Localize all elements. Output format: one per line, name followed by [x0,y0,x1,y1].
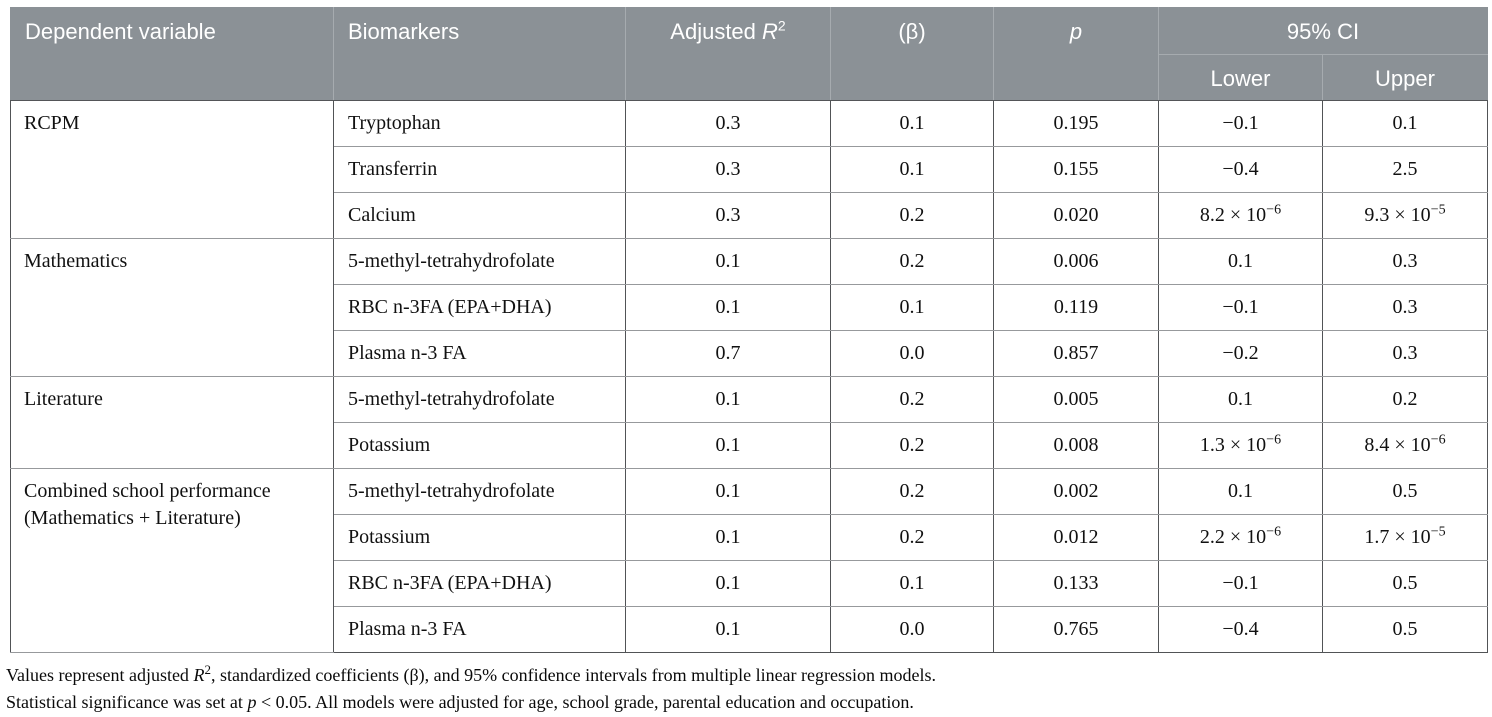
adjusted-r2-cell: 0.1 [626,239,831,285]
table-row [11,101,1488,147]
adjusted-r2-cell: 0.1 [626,607,831,653]
ci-lower-cell: 0.1 [1159,239,1323,285]
ci-upper-cell: 0.1 [1323,101,1488,147]
beta-cell: 0.2 [831,515,994,561]
biomarker-cell: 5-methyl-tetrahydrofolate [334,239,626,285]
beta-cell: 0.2 [831,193,994,239]
adjusted-r2-cell: 0.3 [626,101,831,147]
footnote2-text-pre: Statistical significance was set at [6,692,248,712]
adjusted-r2-cell: 0.1 [626,377,831,423]
adjusted-r2-cell: 0.7 [626,331,831,377]
adjusted-r2-cell: 0.1 [626,515,831,561]
ci-lower-cell: −0.4 [1159,147,1323,193]
p-value-cell: 0.133 [994,561,1159,607]
ci-upper-cell: 0.5 [1323,607,1488,653]
beta-cell: 0.0 [831,331,994,377]
exponent: −5 [1430,524,1446,540]
adjusted-r2-cell: 0.3 [626,193,831,239]
p-value-cell: 0.155 [994,147,1159,193]
ci-upper-cell: 0.5 [1323,561,1488,607]
footnote1-r-exponent: 2 [204,662,211,677]
p-value-cell: 0.020 [994,193,1159,239]
table-header [11,8,1488,101]
p-value-cell: 0.857 [994,331,1159,377]
biomarker-cell: Potassium [334,423,626,469]
col-header-biomarkers: Biomarkers [334,8,626,101]
p-value-cell: 0.006 [994,239,1159,285]
footnote2-text-post: < 0.05. All models were adjusted for age, school grade, parental education and occupation. [256,692,914,712]
ci-lower-cell: $1.3 \times 10^{-6}$ [1159,423,1323,469]
adjusted-r2-cell: 0.1 [626,423,831,469]
ci-lower-cell: $2.2 \times 10^{-6}$ [1159,515,1323,561]
ci-lower-cell: $8.2 \times 10^{-6}$ [1159,193,1323,239]
p-value-cell: 0.008 [994,423,1159,469]
col-header-beta: (β) [831,8,994,101]
ci-upper-cell: 0.5 [1323,469,1488,515]
biomarker-cell: RBC n-3FA (EPA+DHA) [334,561,626,607]
beta-cell: 0.2 [831,377,994,423]
ci-upper-cell: $9.3 \times 10^{-5}$ [1323,193,1488,239]
ci-lower-cell: 0.1 [1159,377,1323,423]
beta-cell: 0.2 [831,239,994,285]
p-value-cell: 0.765 [994,607,1159,653]
ci-upper-cell: 0.2 [1323,377,1488,423]
dependent-variable-cell: Mathematics [11,239,334,377]
beta-cell: 0.0 [831,607,994,653]
adjusted-r2-cell: 0.1 [626,561,831,607]
ci-lower-cell: −0.1 [1159,561,1323,607]
adjusted-r2-exponent: 2 [777,17,786,34]
table-row [11,377,1488,423]
p-value-cell: 0.119 [994,285,1159,331]
dependent-variable-cell: RCPM [11,101,334,239]
table-footnotes [6,662,1487,716]
adjusted-r2-prefix: Adjusted [670,19,763,44]
adjusted-r2-symbol: R [762,19,778,44]
ci-upper-cell: 0.3 [1323,239,1488,285]
col-header-ci-upper: Upper [1323,55,1488,101]
ci-lower-cell: 0.1 [1159,469,1323,515]
biomarker-cell: Plasma n-3 FA [334,331,626,377]
ci-upper-cell: 0.3 [1323,285,1488,331]
beta-cell: 0.1 [831,101,994,147]
p-value-cell: 0.002 [994,469,1159,515]
p-value-cell: 0.195 [994,101,1159,147]
adjusted-r2-cell: 0.1 [626,285,831,331]
footnote1-text-pre: Values represent adjusted [6,665,194,685]
footnote2-p-symbol: p [247,692,257,712]
col-header-p-value: p [994,8,1159,101]
footnote-line-1 [6,662,1487,689]
biomarker-cell: 5-methyl-tetrahydrofolate [334,469,626,515]
dependent-variable-cell: Literature [11,377,334,469]
ci-lower-cell: −0.4 [1159,607,1323,653]
biomarker-cell: Plasma n-3 FA [334,607,626,653]
ci-upper-cell: 2.5 [1323,147,1488,193]
dependent-variable-cell: Combined school performance (Mathematics + Literature) [11,469,334,653]
p-value-cell: 0.005 [994,377,1159,423]
footnote1-r-symbol: R [193,665,205,685]
col-header-95ci: 95% CI [1159,8,1488,55]
ci-lower-cell: −0.1 [1159,101,1323,147]
exponent: −5 [1430,202,1446,218]
col-header-ci-lower: Lower [1159,55,1323,101]
table-row [11,239,1488,285]
biomarker-cell: RBC n-3FA (EPA+DHA) [334,285,626,331]
regression-results-table [10,7,1488,653]
beta-cell: 0.2 [831,423,994,469]
footnote-line-2 [6,689,1487,716]
biomarker-cell: Tryptophan [334,101,626,147]
beta-cell: 0.1 [831,285,994,331]
table-row [11,469,1488,515]
header-row-main [11,8,1488,55]
col-header-dependent-variable: Dependent variable [11,8,334,101]
ci-lower-cell: −0.1 [1159,285,1323,331]
p-value-cell: 0.012 [994,515,1159,561]
exponent: −6 [1266,524,1282,540]
ci-upper-cell: $8.4 \times 10^{-6}$ [1323,423,1488,469]
exponent: −6 [1266,202,1282,218]
adjusted-r2-cell: 0.1 [626,469,831,515]
col-header-adjusted-r2 [626,8,831,101]
beta-cell: 0.1 [831,561,994,607]
ci-upper-cell: $1.7 \times 10^{-5}$ [1323,515,1488,561]
beta-cell: 0.1 [831,147,994,193]
exponent: −6 [1430,432,1446,448]
ci-upper-cell: 0.3 [1323,331,1488,377]
adjusted-r2-cell: 0.3 [626,147,831,193]
biomarker-cell: 5-methyl-tetrahydrofolate [334,377,626,423]
biomarker-cell: Potassium [334,515,626,561]
biomarker-cell: Calcium [334,193,626,239]
exponent: −6 [1266,432,1282,448]
table-body [11,101,1488,653]
beta-cell: 0.2 [831,469,994,515]
biomarker-cell: Transferrin [334,147,626,193]
footnote1-text-post: , standardized coefficients (β), and 95% confidence intervals from multiple linear regression models. [210,665,937,685]
ci-lower-cell: −0.2 [1159,331,1323,377]
